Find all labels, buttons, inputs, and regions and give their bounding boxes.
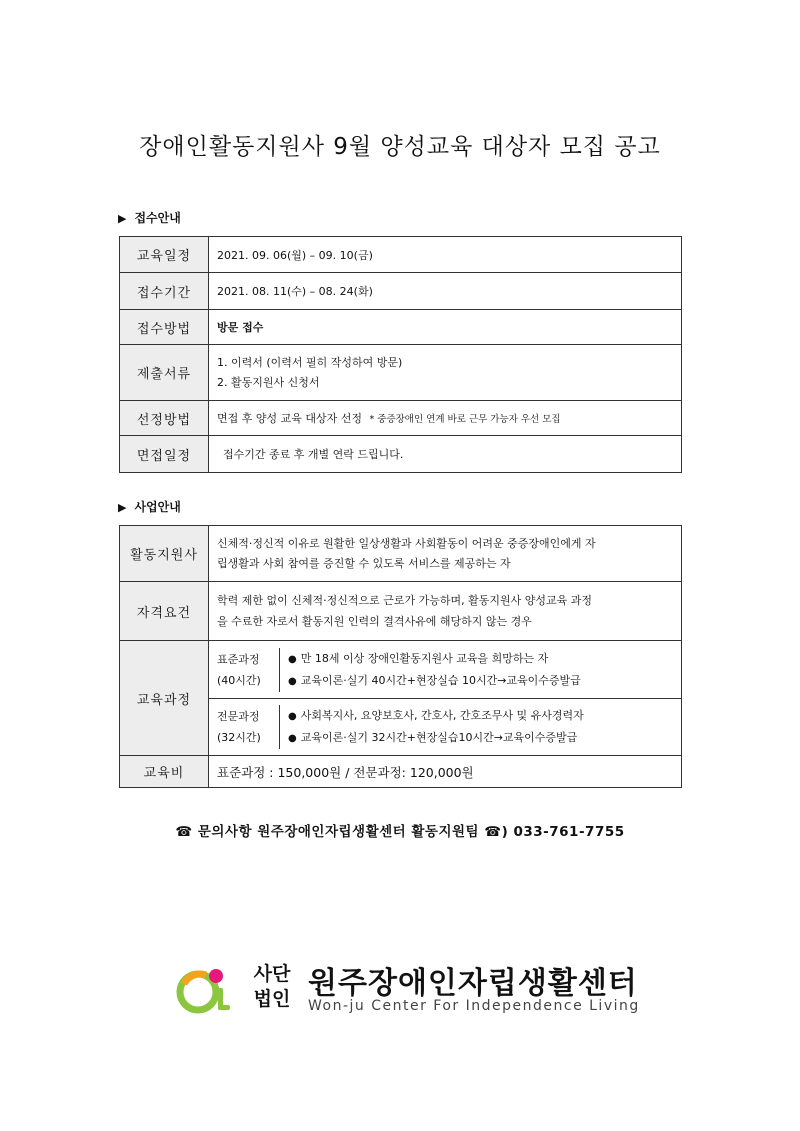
course-name: 전문과정 [217, 710, 260, 723]
course-hours: (40시간) [217, 673, 261, 687]
section-heading-text: 접수안내 [134, 211, 181, 225]
row-value: 접수기간 종료 후 개별 연락 드립니다. [209, 436, 682, 473]
organization-logo [176, 958, 646, 1020]
section-heading-business [118, 498, 181, 515]
row-label: 접수기간 [120, 273, 209, 310]
course-bullets [279, 705, 584, 749]
list-item: ● 교육이론·실기 40시간+현장실습 10시간→교육이수증발급 [288, 670, 581, 692]
table-row [120, 582, 682, 641]
table-row [120, 310, 682, 345]
logo-corporation-label: 사단 법인 [253, 963, 291, 1010]
document-item: 1. 이력서 (이력서 필히 작성하여 방문) [217, 355, 403, 369]
table-row [120, 641, 682, 699]
notice-title: 장애인활동지원사 9월 양성교육 대상자 모집 공고 [139, 134, 661, 160]
course-hours: (32시간) [217, 731, 261, 744]
row-label: 교육일정 [120, 237, 209, 273]
reception-info-table [119, 236, 682, 473]
section-heading-text: 사업안내 [134, 500, 181, 514]
table-row [120, 237, 682, 273]
row-label: 제출서류 [120, 345, 209, 401]
course-standard [209, 641, 682, 699]
section-heading-reception [118, 209, 181, 226]
contact-line: ☎ 문의사항 원주장애인자립생활센터 활동지원팀 ☎) 033-761-7755 [175, 824, 625, 840]
logo-organization-name: 원주장애인자립생활센터 [308, 966, 638, 1001]
table-row [120, 526, 682, 582]
logo-english-name: Won-ju Center For Independence Living [308, 998, 640, 1014]
text-line: 립생활과 사회 참여를 증진할 수 있도록 서비스를 제공하는 자 [217, 556, 511, 570]
course-bullets [279, 648, 581, 692]
text-line: 을 수료한 자로서 활동지원 인력의 결격사유에 해당하지 않는 경우 [217, 615, 532, 628]
table-row [120, 756, 682, 788]
row-label: 면접일정 [120, 436, 209, 473]
row-value [209, 526, 682, 582]
course-name: 표준과정 [217, 652, 260, 666]
row-value [209, 401, 682, 436]
text-line: 신체적·정신적 이유로 원활한 일상생활과 사회활동이 어려운 중증장애인에게 자 [217, 536, 596, 550]
row-value [209, 582, 682, 641]
table-row [120, 436, 682, 473]
table-row [120, 401, 682, 436]
table-row [120, 273, 682, 310]
row-label: 자격요건 [120, 582, 209, 641]
row-value: 표준과정 : 150,000원 / 전문과정: 120,000원 [209, 756, 682, 788]
selection-text: 면접 후 양성 교육 대상자 선정 [217, 412, 362, 425]
row-label: 선정방법 [120, 401, 209, 436]
triangle-marker-icon: ▶ [118, 501, 127, 514]
course-expert [209, 699, 682, 756]
triangle-marker-icon: ▶ [118, 212, 127, 225]
row-value: 방문 접수 [209, 310, 682, 345]
row-value [209, 345, 682, 401]
list-item: ● 교육이론·실기 32시간+현장실습10시간→교육이수증발급 [288, 727, 584, 749]
organization-logo-icon [176, 964, 232, 1016]
document-item: 2. 활동지원사 신청서 [217, 375, 320, 389]
row-label: 교육과정 [120, 641, 209, 756]
row-value: 2021. 08. 11(수) – 08. 24(화) [209, 273, 682, 310]
business-info-table [119, 525, 682, 788]
table-row [120, 345, 682, 401]
row-value: 2021. 09. 06(월) – 09. 10(금) [209, 237, 682, 273]
list-item: ● 만 18세 이상 장애인활동지원사 교육을 희망하는 자 [288, 648, 581, 670]
row-label: 교육비 [120, 756, 209, 788]
selection-note: * 중증장애인 연계 바로 근무 가능자 우선 모집 [369, 414, 561, 425]
text-line: 학력 제한 없이 신체적·정신적으로 근로가 가능하며, 활동지원사 양성교육 과정 [217, 594, 592, 607]
list-item: ● 사회복지사, 요양보호사, 간호사, 간호조무사 및 유사경력자 [288, 705, 584, 727]
row-label: 접수방법 [120, 310, 209, 345]
row-label: 활동지원사 [120, 526, 209, 582]
